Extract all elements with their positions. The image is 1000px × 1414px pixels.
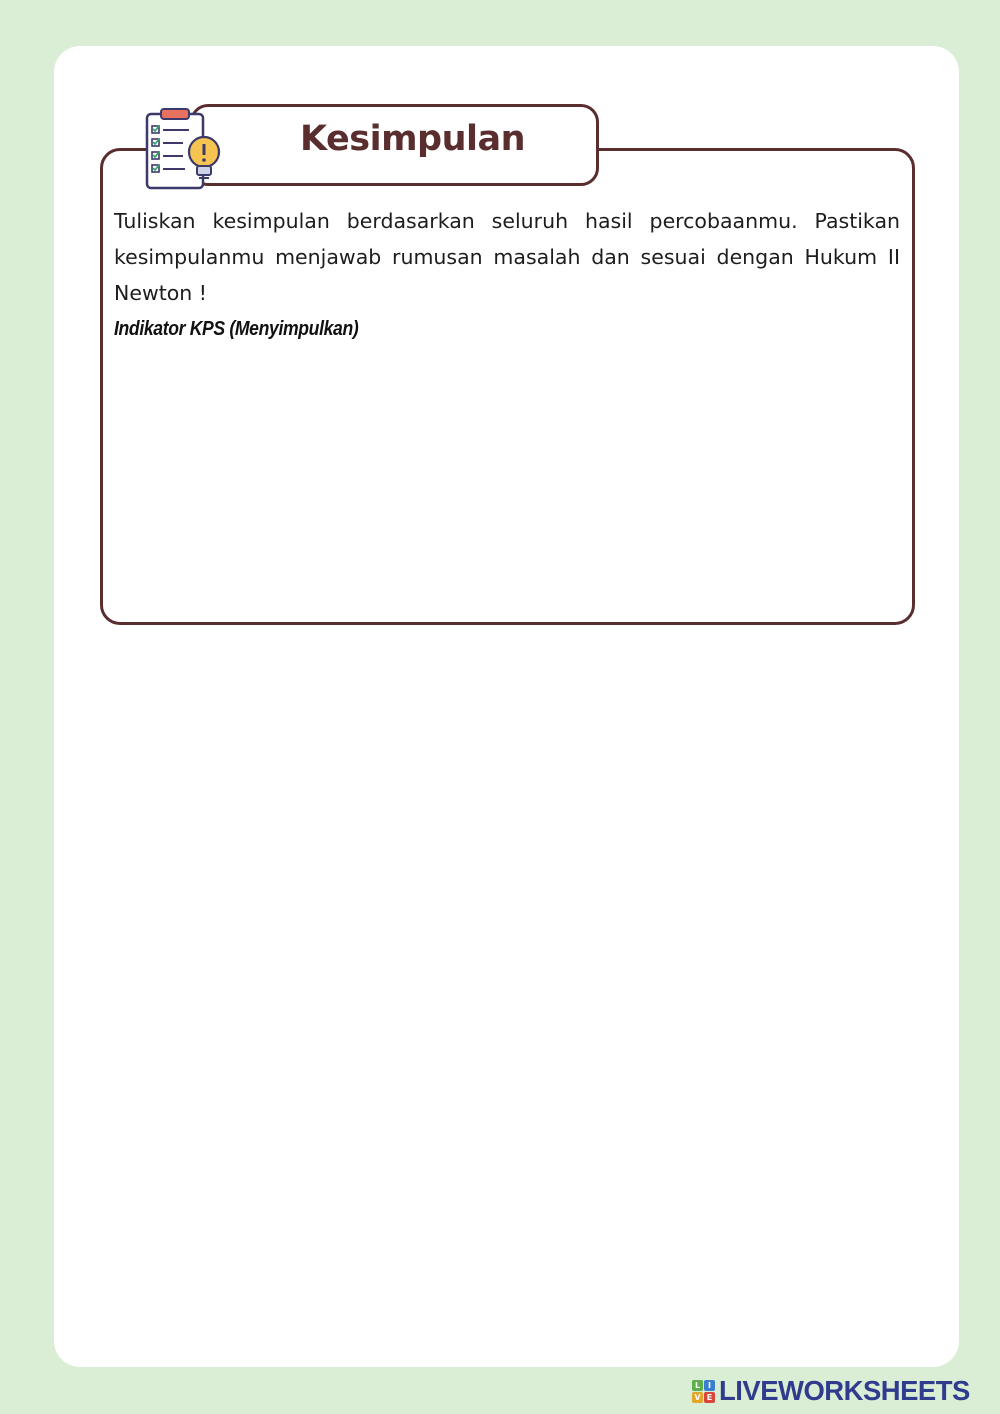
liveworksheets-logo[interactable] [692,1376,975,1406]
instruction-text: Tuliskan kesimpulan berdasarkan seluruh hasil percobaanmu. Pastikan kesimpulanmu menjawab rumusan masalah dan sesuai dengan Hukum II Newton ! [114,209,900,305]
section-title: Kesimpulan [300,119,526,159]
logo-badge-letter: L [692,1380,703,1391]
indicator-label: Indikator KPS (Menyimpulkan) [114,318,359,340]
logo-badge-letter: V [692,1392,703,1403]
logo-text: LIVEWORKSHEETS [719,1375,970,1406]
logo-badge-letter: E [704,1392,715,1403]
logo-badge-letter: I [704,1380,715,1391]
clipboard-lightbulb-icon [143,106,225,192]
logo-badge-icon [692,1380,715,1403]
